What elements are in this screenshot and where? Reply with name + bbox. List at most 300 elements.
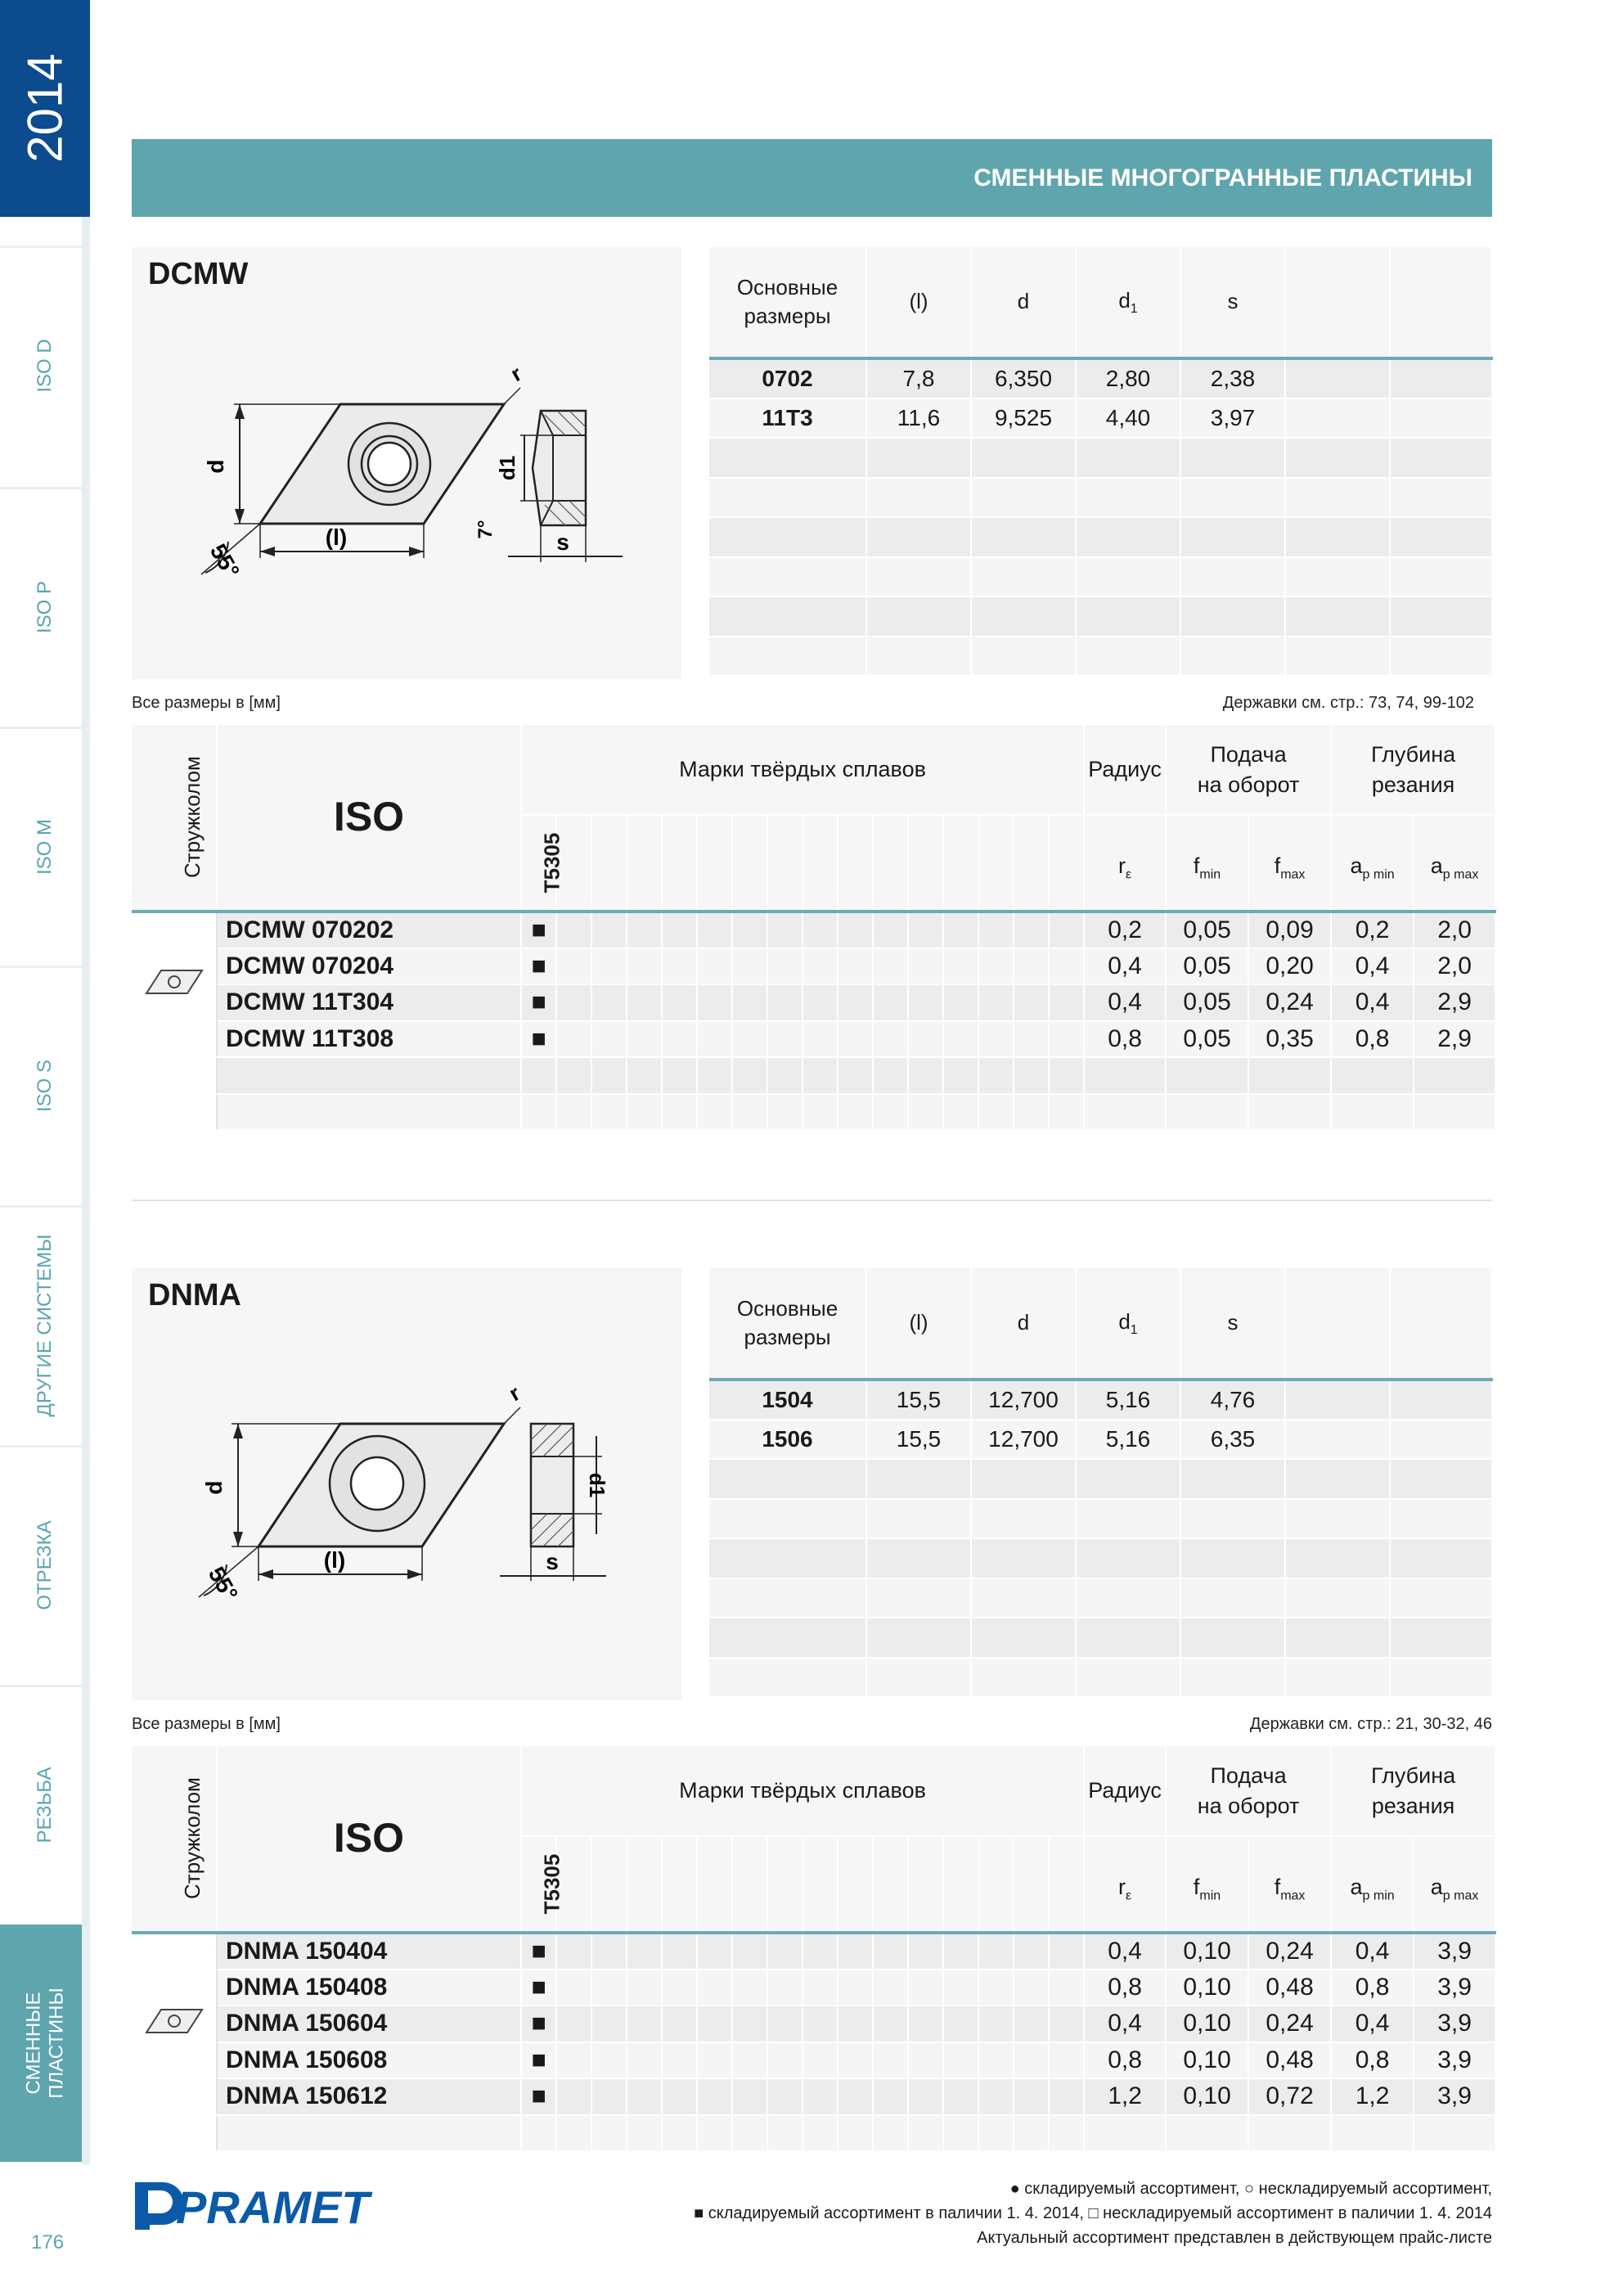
grade-cell [767,984,803,1021]
dim-cell [971,1618,1076,1658]
feed-max-cell: 0,24 [1248,984,1331,1021]
dnma-grades-table [132,1746,1496,2152]
grade-cell [943,2115,978,2152]
feed-max-cell: 0,09 [1248,912,1331,948]
holders-note: Державки см. стр.: 21, 30-32, 46 [1249,1715,1492,1733]
depth-min-cell: 0,8 [1331,2042,1414,2079]
grade-availability-mark: ■ [521,948,556,985]
legend-line-3: Актуальный ассортимент представлен в действующем прайс-листе [977,2229,1492,2247]
dim-cell: 4,76 [1180,1380,1285,1420]
dims-row [709,1420,1492,1460]
dim-cell [1076,637,1180,677]
grade-cell [978,1094,1014,1131]
dim-d-label: d [203,459,228,474]
feed-max-cell [1248,1094,1331,1131]
dim-cell [1390,1499,1492,1539]
dim-cell [1285,557,1390,597]
size-code-cell: 1504 [709,1380,866,1420]
grades-body [132,1933,1495,2151]
col-header: d [971,1268,1076,1380]
size-code-cell [709,1459,866,1499]
tab-iso-s[interactable] [0,966,90,1203]
grade-cell [943,2006,978,2042]
tab-label: ISO P [34,580,56,633]
r-eps-header: $r_\varepsilon$ [1084,1836,1166,1933]
dims-body [709,1380,1492,1697]
grade-cell [732,2006,767,2042]
insert-designation: DCMW 070204 [217,948,521,985]
legend-line-2: ■ складируемый ассортимент в паличии 1. 4. 2014, □ нескладируемый ассортимент в паличии 1. 4. 2014 [694,2204,1492,2222]
dims-row [709,637,1492,677]
grade-cell [873,948,908,985]
dim-cell [866,1618,971,1658]
dim-cell [866,1578,971,1618]
dim-cell [1076,1578,1180,1618]
grade-cell [627,1094,662,1131]
sidebar [0,0,90,2296]
dim-cell: 12,700 [971,1420,1076,1460]
grade-cell [732,2115,767,2152]
grade-cell [908,1057,943,1094]
dnma-dimensions-table [709,1268,1493,1698]
insert-row [132,948,1495,985]
dim-cell [1180,1459,1285,1499]
grade-cell [591,1933,627,1970]
grade-cell [556,2115,591,2152]
size-code-cell [709,1578,866,1618]
dim-cell [971,557,1076,597]
grade-cell [943,2078,978,2115]
grade-cell [697,912,732,948]
iso-header: ISO [217,1746,521,1933]
depth-max-cell: 2,0 [1414,948,1495,985]
size-code-cell [709,597,866,637]
grade-cell [1014,1021,1049,1058]
grade-cell [838,1057,873,1094]
insert-designation: DCMW 070202 [217,912,521,948]
year-label: 2014 [17,53,73,163]
dim-cell: 9,525 [971,398,1076,439]
grade-availability-mark [521,1057,556,1094]
grade-cell [873,1970,908,2006]
size-code-cell: 1506 [709,1420,866,1460]
dim-cell [1390,438,1492,478]
depth-min-cell: 0,4 [1331,2006,1414,2042]
tab-iso-d[interactable] [0,245,90,483]
dim-cell [1285,1380,1390,1420]
grade-cell [732,912,767,948]
dim-cell [971,1499,1076,1539]
depth-max-cell: 2,9 [1414,1021,1495,1058]
dim-cell [866,557,971,597]
depth-max-cell: 2,9 [1414,984,1495,1021]
grade-cell [591,1021,627,1058]
grade-cell [591,2078,627,2115]
dim-cell [866,597,971,637]
dim-cell [866,478,971,518]
feed-min-cell: 0,05 [1166,912,1248,948]
dims-row [709,478,1492,518]
grade-cell [732,2042,767,2079]
grade-cell [908,948,943,985]
dim-cell [1076,517,1180,557]
grade-cell [591,1094,627,1131]
grade-cell [1014,984,1049,1021]
grade-availability-mark: ■ [521,912,556,948]
feed-max-cell [1248,1057,1331,1094]
depth-min-cell: 0,4 [1331,1933,1414,1970]
grade-cell [591,2006,627,2042]
grade-cell [767,1021,803,1058]
grade-cell [908,1933,943,1970]
grade-cell [978,1057,1014,1094]
grade-cell [943,2042,978,2079]
grade-cell [803,1094,838,1131]
grade-cell [556,1057,591,1094]
dim-cell [1390,1658,1492,1698]
col-header [1285,247,1390,358]
col-header: Основные размеры [709,1268,866,1380]
sidebar-strip [82,217,90,2164]
dnma-drawing-panel [132,1268,681,1700]
grade-t5305-header: T5305 [521,815,556,912]
grade-cell [943,984,978,1021]
dim-cell [1076,478,1180,518]
grade-cell [767,2006,803,2042]
grade-availability-mark [521,1094,556,1131]
grade-cell [803,2042,838,2079]
tab-parting[interactable] [0,1445,90,1682]
grade-cell [591,912,627,948]
radius-header: Радиус [1084,1746,1166,1836]
dim-cell [971,1578,1076,1618]
dcmw-insert-drawing [132,247,681,679]
grade-cell [803,1933,838,1970]
fmin-header: $f_{min}$ [1166,1836,1248,1933]
grade-cell [591,2115,627,2152]
grade-cell [803,1057,838,1094]
feed-max-cell: 0,24 [1248,2006,1331,2042]
dim-cell: 7,8 [866,358,971,398]
grade-cell [732,1970,767,2006]
insert-designation: DCMW 11T304 [217,984,521,1021]
grade-cell [627,1057,662,1094]
depth-min-cell: 0,8 [1331,1021,1414,1058]
apmax-header: $a_{p max}$ [1414,815,1495,912]
dim-cell [1180,438,1285,478]
feed-header: Подача на оборот [1166,725,1331,815]
dim-cell [1180,1618,1285,1658]
grade-cell [908,2006,943,2042]
dims-row [709,438,1492,478]
grade-cell [803,2006,838,2042]
depth-max-cell: 3,9 [1414,1933,1495,1970]
insert-designation [217,1057,521,1094]
dims-row [709,1459,1492,1499]
feed-max-cell: 0,24 [1248,1933,1331,1970]
feed-max-cell: 0,20 [1248,948,1331,985]
tab-iso-m[interactable] [0,727,90,964]
grade-cell [556,1970,591,2006]
grade-cell [697,2006,732,2042]
dim-cell [1180,557,1285,597]
grade-availability-mark [521,2115,556,2152]
chipbreaker-cell [132,1094,217,1131]
grade-cell [838,1970,873,2006]
grades-body [132,912,1495,1130]
grade-cell [767,1933,803,1970]
feed-min-cell: 0,10 [1166,2078,1248,2115]
insert-designation [217,2115,521,2152]
dim-cell [1390,1420,1492,1460]
dim-cell [971,478,1076,518]
depth-header: Глубина резания [1331,1746,1495,1836]
feed-max-cell [1248,2115,1331,2152]
apmin-header: $a_{p min}$ [1331,1836,1414,1933]
radius-cell [1084,1094,1166,1131]
grade-cell [627,948,662,985]
grade-cell [943,1933,978,1970]
grade-cell [732,1021,767,1058]
depth-min-cell: 0,2 [1331,912,1414,948]
feed-max-cell: 0,35 [1248,1021,1331,1058]
grade-cell [1049,1057,1084,1094]
grade-cell [908,2115,943,2152]
page-number: 176 [31,2231,65,2253]
grades-header: Марки твёрдых сплавов [521,725,1084,815]
grade-cell [1049,2042,1084,2079]
grade-cell [943,1094,978,1131]
insert-row [132,1094,1495,1131]
radius-cell: 0,4 [1084,2006,1166,2042]
dim-cell [1076,1538,1180,1578]
col-header: (l) [866,247,971,358]
grade-cell [1049,1094,1084,1131]
grade-cell [697,2042,732,2079]
dims-row [709,1499,1492,1539]
grade-cell [908,2078,943,2115]
depth-max-cell: 2,0 [1414,912,1495,948]
size-code-cell [709,1618,866,1658]
grade-availability-mark: ■ [521,1021,556,1058]
grade-cell [1014,1933,1049,1970]
tab-label: СМЕННЫЕ ПЛАСТИНЫ [22,1988,67,2099]
grade-cell [1014,948,1049,985]
grade-cell [556,948,591,985]
size-code-cell [709,557,866,597]
insert-designation: DNMA 150608 [217,2042,521,2079]
dim-cell [866,1658,971,1698]
feed-min-cell [1166,1094,1248,1131]
dim-cell [971,637,1076,677]
size-code-cell: 11T3 [709,398,866,439]
grade-cell [943,1970,978,2006]
dims-row [709,1618,1492,1658]
year-tab[interactable] [0,0,90,217]
dim-cell [1076,557,1180,597]
size-code-cell [709,1658,866,1698]
grade-cell [803,1970,838,2006]
insert-designation: DNMA 150404 [217,1933,521,1970]
grade-cell [873,2115,908,2152]
dim-cell: 15,5 [866,1380,971,1420]
chipbreaker-cell [132,1057,217,1094]
insert-row [132,2006,1495,2042]
depth-header: Глубина резания [1331,725,1495,815]
grade-availability-mark: ■ [521,2042,556,2079]
dim-cell [1390,1578,1492,1618]
tab-label: ОТРЕЗКА [34,1519,56,1610]
section-divider [132,1200,1492,1201]
grade-cell [732,984,767,1021]
grade-cell [697,1057,732,1094]
dim-cell: 2,38 [1180,358,1285,398]
grade-cell [908,1970,943,2006]
depth-max-cell: 3,9 [1414,2078,1495,2115]
grade-cell [732,2078,767,2115]
size-code-cell: 0702 [709,358,866,398]
grade-cell [1014,2042,1049,2079]
grade-availability-mark: ■ [521,2078,556,2115]
dim-cell: 3,97 [1180,398,1285,439]
grade-cell [591,1970,627,2006]
insert-row [132,912,1495,948]
dims-row [709,358,1492,398]
feed-min-cell: 0,10 [1166,2042,1248,2079]
dim-cell [1390,597,1492,637]
dim-cell [1285,517,1390,557]
grade-cell [767,948,803,985]
grade-cell [697,2078,732,2115]
grade-cell [627,1021,662,1058]
grade-cell [627,2115,662,2152]
grade-cell [627,912,662,948]
radius-cell: 0,8 [1084,2042,1166,2079]
grade-cell [978,1021,1014,1058]
tab-label: ISO M [34,818,56,875]
depth-max-cell: 3,9 [1414,2006,1495,2042]
radius-cell: 0,4 [1084,1933,1166,1970]
grade-cell [978,1933,1014,1970]
grade-cell [627,1970,662,2006]
size-code-cell [709,438,866,478]
dim-cell [1390,637,1492,677]
grade-cell [873,2078,908,2115]
dim-cell [971,517,1076,557]
tab-inserts[interactable] [0,1925,90,2162]
grade-cell [732,948,767,985]
grade-cell [1049,948,1084,985]
grade-cell [838,912,873,948]
dim-cell [1390,1380,1492,1420]
dim-cell [1390,557,1492,597]
grade-cell [978,1970,1014,2006]
grade-cell [627,2042,662,2079]
dim-cell [1285,478,1390,518]
insert-title: DCMW [148,257,249,291]
units-note: Все размеры в [мм] [132,694,281,712]
grade-cell [1014,1970,1049,2006]
insert-row [132,1021,1495,1058]
dim-cell: 15,5 [866,1420,971,1460]
dim-cell [1285,597,1390,637]
insert-row [132,2042,1495,2079]
grade-cell [591,1057,627,1094]
grade-cell [978,2006,1014,2042]
dim-cell [866,1459,971,1499]
dim-cell [1390,478,1492,518]
grade-cell [556,2042,591,2079]
dim-cell: 12,700 [971,1380,1076,1420]
grade-cell [662,948,697,985]
apmin-header: $a_{p min}$ [1331,815,1414,912]
dim-cell [1285,398,1390,439]
dim-cell [971,438,1076,478]
grade-cell [732,1094,767,1131]
grade-cell [1049,1933,1084,1970]
depth-max-cell [1414,1057,1495,1094]
grade-cell [662,1021,697,1058]
dim-cell: 4,40 [1076,398,1180,439]
grade-cell [591,948,627,985]
grade-cell [662,2078,697,2115]
radius-cell [1084,2115,1166,2152]
tab-other-systems[interactable] [0,1205,90,1443]
insert-designation: DNMA 150604 [217,2006,521,2042]
col-header-d1: $d_1$ [1076,1268,1180,1380]
size-code-cell [709,1499,866,1539]
dim-l-label: (l) [325,524,348,550]
iso-header: ISO [217,725,521,912]
pramet-logo[interactable] [132,2179,393,2231]
dim-cell [971,1658,1076,1698]
grade-cell [1014,912,1049,948]
feed-min-cell [1166,2115,1248,2152]
insert-row [132,2115,1495,2152]
chipbreaker-header: Стружколом [132,1746,217,1933]
dim-d1-label: d1 [495,455,519,481]
grade-availability-mark: ■ [521,984,556,1021]
grade-cell [943,948,978,985]
dnma-insert-drawing [132,1268,681,1700]
grade-cell [556,2078,591,2115]
chipbreaker-header: Стружколом [132,725,217,912]
dim-cell [1390,1538,1492,1578]
col-header: s [1180,247,1285,358]
grade-cell [838,1933,873,1970]
tab-iso-p[interactable] [0,487,90,724]
dim-s-label: s [546,1549,559,1574]
dim-cell [866,1499,971,1539]
apmax-header: $a_{p max}$ [1414,1836,1495,1933]
grade-cell [1014,2078,1049,2115]
insert-row [132,1970,1495,2006]
tab-threading[interactable] [0,1685,90,1922]
feed-min-cell: 0,05 [1166,984,1248,1021]
insert-title: DNMA [148,1278,241,1312]
dim-cell [1390,1459,1492,1499]
dim-cell [866,517,971,557]
grade-cell [873,2042,908,2079]
grade-cell [627,984,662,1021]
grade-cell [732,1933,767,1970]
feed-min-cell: 0,05 [1166,948,1248,985]
grade-cell [662,1094,697,1131]
insert-row [132,984,1495,1021]
r-eps-header: $r_\varepsilon$ [1084,815,1166,912]
grade-cell [838,2042,873,2079]
section-title: СМЕННЫЕ МНОГОГРАННЫЕ ПЛАСТИНЫ [973,164,1472,191]
